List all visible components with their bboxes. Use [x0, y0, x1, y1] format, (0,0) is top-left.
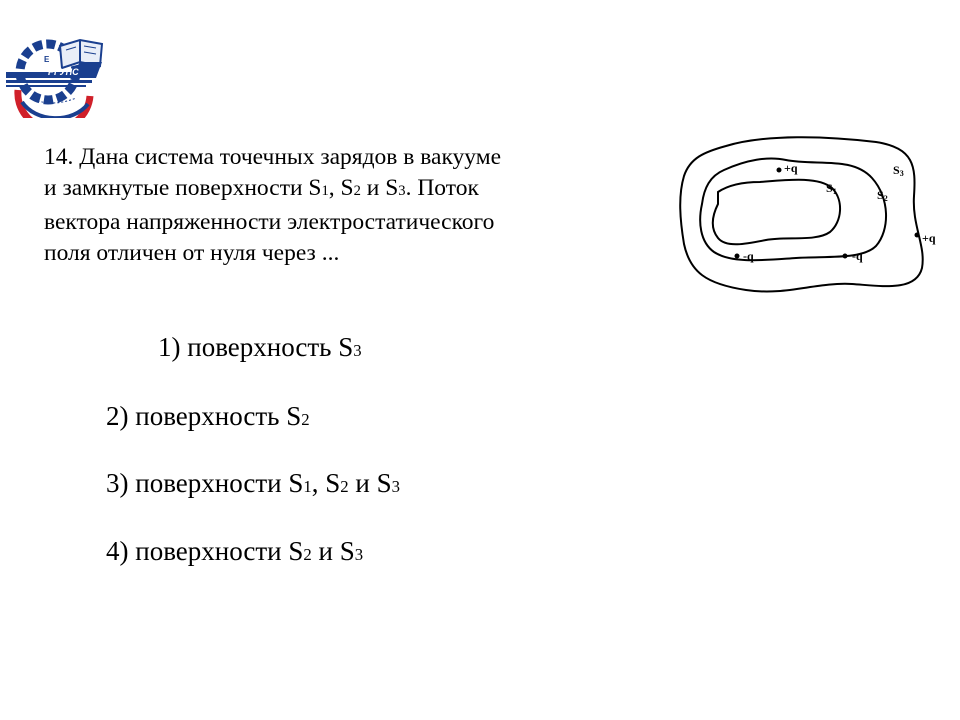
text-run: , S	[328, 175, 354, 201]
charge-plus-outer-dot	[915, 233, 920, 238]
label-s2: S2	[877, 188, 888, 203]
text-run: 14. Дана система точечных зарядов в вакууме	[44, 144, 502, 170]
svg-text:E: E	[44, 55, 50, 64]
question-text	[44, 142, 684, 269]
subscript-index: 2	[340, 477, 349, 496]
subscript-index: 3	[353, 341, 362, 360]
subscript-index: 3	[354, 545, 364, 564]
answer-option-2[interactable]	[106, 400, 310, 436]
charge-minus-left-dot	[735, 254, 740, 259]
question-line	[44, 142, 684, 173]
text-run: поля отличен от нуля через ...	[44, 240, 340, 266]
text-run: и S	[360, 175, 399, 201]
question-line	[44, 238, 684, 269]
text-run: и S	[348, 468, 392, 498]
text-run: 4) поверхности S	[106, 536, 304, 566]
subscript-index: 3	[398, 183, 406, 199]
answer-option-3[interactable]	[106, 467, 400, 503]
text-run: 3) поверхности S	[106, 468, 304, 498]
label-s3: S3	[893, 163, 904, 178]
subscript-index: 1	[321, 183, 329, 199]
charge-minus-right-dot	[843, 254, 848, 259]
charge-minus-right-label: -q	[852, 249, 863, 263]
subscript-index: 1	[303, 477, 312, 496]
charge-plus-inner-label: +q	[784, 161, 798, 175]
charges-surfaces-figure	[676, 126, 960, 298]
logo-text: РГУПС	[48, 67, 79, 77]
subscript-index: 2	[301, 410, 310, 429]
question-line	[44, 173, 684, 207]
surface-s1-outline	[713, 180, 840, 245]
subscript-index: 2	[303, 545, 312, 564]
charge-plus-inner-dot	[777, 168, 782, 173]
subscript-index: 2	[353, 183, 361, 199]
text-run: и S	[311, 536, 355, 566]
text-run: и замкнутые поверхности S	[44, 175, 322, 201]
text-run: . Поток	[405, 175, 479, 201]
text-run: 2) поверхность S	[106, 401, 302, 431]
label-s1: S1	[826, 181, 837, 196]
university-logo	[4, 32, 112, 118]
text-run: вектора напряженности электростатического	[44, 209, 495, 235]
charge-plus-outer-label: +q	[922, 231, 936, 245]
charge-minus-left-label: -q	[743, 249, 754, 263]
answer-option-4[interactable]	[106, 535, 363, 571]
subscript-index: 3	[391, 477, 401, 496]
text-run: , S	[311, 468, 341, 498]
answer-option-1[interactable]	[158, 331, 362, 367]
text-run: 1) поверхность S	[158, 332, 354, 362]
question-line	[44, 207, 684, 238]
